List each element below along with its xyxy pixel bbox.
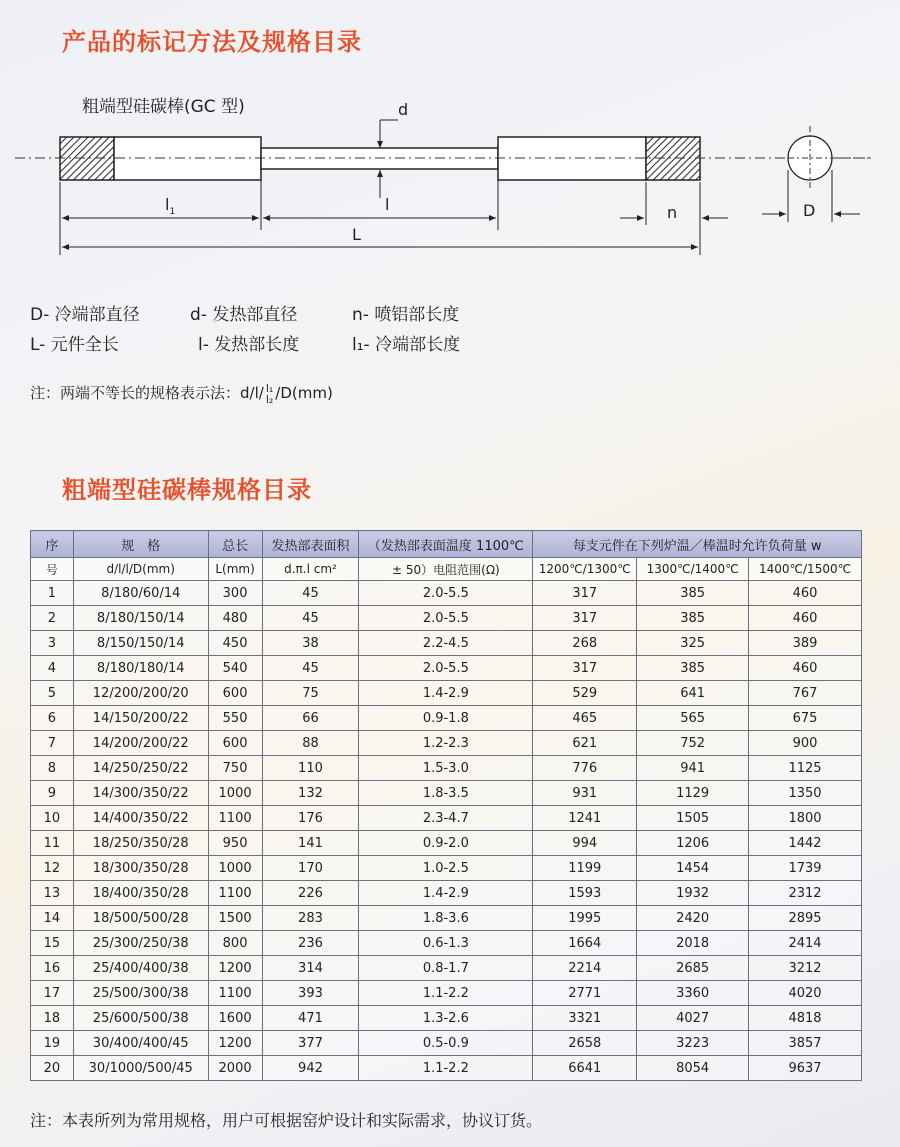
cell-load2: 641 xyxy=(637,681,749,706)
cell-load3: 1125 xyxy=(749,756,862,781)
cell-load3: 2414 xyxy=(749,931,862,956)
header-length: 总长 xyxy=(208,531,262,558)
cell-area: 377 xyxy=(262,1031,359,1056)
cell-area: 141 xyxy=(262,831,359,856)
cell-load3: 1800 xyxy=(749,806,862,831)
subheader-no: 号 xyxy=(31,558,74,581)
subheader-spec: d/l/l/D(mm) xyxy=(73,558,208,581)
cell-resistance: 1.1-2.2 xyxy=(359,981,533,1006)
cell-load3: 460 xyxy=(749,656,862,681)
cell-load1: 465 xyxy=(533,706,637,731)
cell-length: 2000 xyxy=(208,1056,262,1081)
legend-D: D- 冷端部直径 xyxy=(30,305,140,325)
cell-length: 1100 xyxy=(208,981,262,1006)
cell-no: 9 xyxy=(31,781,74,806)
cell-spec: 25/600/500/38 xyxy=(73,1006,208,1031)
cell-length: 750 xyxy=(208,756,262,781)
cell-load1: 317 xyxy=(533,581,637,606)
cell-spec: 18/300/350/28 xyxy=(73,856,208,881)
cell-resistance: 1.5-3.0 xyxy=(359,756,533,781)
cell-length: 1100 xyxy=(208,881,262,906)
cell-load3: 3212 xyxy=(749,956,862,981)
legend-d: d- 发热部直径 xyxy=(190,305,298,325)
cell-load3: 389 xyxy=(749,631,862,656)
cell-no: 5 xyxy=(31,681,74,706)
cell-load1: 931 xyxy=(533,781,637,806)
cell-load2: 8054 xyxy=(637,1056,749,1081)
label-L: L xyxy=(352,225,361,244)
cell-resistance: 2.0-5.5 xyxy=(359,656,533,681)
cell-load2: 1206 xyxy=(637,831,749,856)
cell-load3: 675 xyxy=(749,706,862,731)
subheader-length: L(mm) xyxy=(208,558,262,581)
cell-load3: 460 xyxy=(749,581,862,606)
cell-no: 1 xyxy=(31,581,74,606)
cell-load1: 621 xyxy=(533,731,637,756)
cell-load1: 317 xyxy=(533,656,637,681)
table-row xyxy=(31,631,862,656)
table-row xyxy=(31,731,862,756)
spec-table xyxy=(30,530,862,1081)
cell-load3: 1739 xyxy=(749,856,862,881)
cell-spec: 14/250/250/22 xyxy=(73,756,208,781)
cell-no: 14 xyxy=(31,906,74,931)
cell-load2: 1454 xyxy=(637,856,749,881)
cell-spec: 25/300/250/38 xyxy=(73,931,208,956)
cell-no: 11 xyxy=(31,831,74,856)
rod-diagram xyxy=(0,90,900,270)
cell-spec: 18/250/350/28 xyxy=(73,831,208,856)
table-row xyxy=(31,606,862,631)
cell-resistance: 0.9-2.0 xyxy=(359,831,533,856)
cell-load3: 2895 xyxy=(749,906,862,931)
subheader-area: d.π.l cm² xyxy=(262,558,359,581)
table-row xyxy=(31,756,862,781)
cell-no: 6 xyxy=(31,706,74,731)
cell-spec: 8/180/180/14 xyxy=(73,656,208,681)
cell-area: 471 xyxy=(262,1006,359,1031)
table-row xyxy=(31,1056,862,1081)
cell-length: 600 xyxy=(208,731,262,756)
cell-area: 75 xyxy=(262,681,359,706)
table-row xyxy=(31,956,862,981)
cell-load2: 2018 xyxy=(637,931,749,956)
cell-area: 45 xyxy=(262,581,359,606)
cell-load2: 385 xyxy=(637,581,749,606)
asymmetric-spec-note: 注：两端不等长的规格表示法：d/l/ l₁ l₂ /D(mm) xyxy=(30,381,333,406)
cell-load2: 4027 xyxy=(637,1006,749,1031)
cell-load1: 6641 xyxy=(533,1056,637,1081)
cell-length: 1200 xyxy=(208,1031,262,1056)
subheader-resistance: ± 50）电阻范围(Ω) xyxy=(359,558,533,581)
cell-resistance: 2.0-5.5 xyxy=(359,606,533,631)
table-row xyxy=(31,1031,862,1056)
header-load: 每支元件在下列炉温／棒温时允许负荷量 w xyxy=(533,531,862,558)
cell-area: 283 xyxy=(262,906,359,931)
cell-load2: 3223 xyxy=(637,1031,749,1056)
cell-length: 1000 xyxy=(208,781,262,806)
cell-resistance: 1.8-3.6 xyxy=(359,906,533,931)
cell-load1: 1241 xyxy=(533,806,637,831)
cell-spec: 18/400/350/28 xyxy=(73,881,208,906)
cell-spec: 14/300/350/22 xyxy=(73,781,208,806)
cell-no: 3 xyxy=(31,631,74,656)
cell-area: 236 xyxy=(262,931,359,956)
cell-load1: 1199 xyxy=(533,856,637,881)
cell-resistance: 1.1-2.2 xyxy=(359,1056,533,1081)
cell-load1: 994 xyxy=(533,831,637,856)
cell-spec: 14/200/200/22 xyxy=(73,731,208,756)
cell-length: 1200 xyxy=(208,956,262,981)
cell-load2: 2685 xyxy=(637,956,749,981)
table-row xyxy=(31,831,862,856)
label-n: n xyxy=(667,203,678,222)
cell-load1: 2658 xyxy=(533,1031,637,1056)
cell-load2: 1129 xyxy=(637,781,749,806)
cell-resistance: 1.2-2.3 xyxy=(359,731,533,756)
cell-no: 12 xyxy=(31,856,74,881)
table-row xyxy=(31,581,862,606)
cell-spec: 12/200/200/20 xyxy=(73,681,208,706)
cell-resistance: 0.8-1.7 xyxy=(359,956,533,981)
product-subtitle: 粗端型硅碳棒(GC 型) xyxy=(82,97,245,117)
cell-area: 45 xyxy=(262,656,359,681)
cell-spec: 8/180/60/14 xyxy=(73,581,208,606)
subheader-load1: 1200℃/1300℃ xyxy=(533,558,637,581)
cell-resistance: 1.8-3.5 xyxy=(359,781,533,806)
cell-area: 942 xyxy=(262,1056,359,1081)
cell-load2: 385 xyxy=(637,606,749,631)
legend-n: n- 喷铝部长度 xyxy=(352,305,460,325)
table-row xyxy=(31,656,862,681)
cell-no: 4 xyxy=(31,656,74,681)
cell-no: 16 xyxy=(31,956,74,981)
table-row xyxy=(31,906,862,931)
cell-load2: 941 xyxy=(637,756,749,781)
cell-load3: 2312 xyxy=(749,881,862,906)
cell-no: 8 xyxy=(31,756,74,781)
cell-resistance: 1.0-2.5 xyxy=(359,856,533,881)
cell-length: 1000 xyxy=(208,856,262,881)
cell-length: 950 xyxy=(208,831,262,856)
cell-no: 19 xyxy=(31,1031,74,1056)
cell-spec: 30/400/400/45 xyxy=(73,1031,208,1056)
cell-load1: 529 xyxy=(533,681,637,706)
cell-no: 15 xyxy=(31,931,74,956)
table-row xyxy=(31,981,862,1006)
cell-spec: 30/1000/500/45 xyxy=(73,1056,208,1081)
cell-load2: 752 xyxy=(637,731,749,756)
cell-load3: 3857 xyxy=(749,1031,862,1056)
section-title: 粗端型硅碳棒规格目录 xyxy=(62,476,312,504)
cell-length: 450 xyxy=(208,631,262,656)
header-area: 发热部表面积 xyxy=(262,531,359,558)
right-hatched-end xyxy=(646,137,700,180)
cell-length: 1600 xyxy=(208,1006,262,1031)
label-d: d xyxy=(398,100,409,119)
cell-load3: 460 xyxy=(749,606,862,631)
legend-l: l- 发热部长度 xyxy=(198,335,300,355)
cell-length: 550 xyxy=(208,706,262,731)
cell-load1: 317 xyxy=(533,606,637,631)
cell-length: 1500 xyxy=(208,906,262,931)
cell-no: 2 xyxy=(31,606,74,631)
cell-no: 7 xyxy=(31,731,74,756)
cell-load2: 565 xyxy=(637,706,749,731)
cell-length: 300 xyxy=(208,581,262,606)
table-row xyxy=(31,1006,862,1031)
cell-resistance: 0.5-0.9 xyxy=(359,1031,533,1056)
subheader-load2: 1300℃/1400℃ xyxy=(637,558,749,581)
subheader-load3: 1400℃/1500℃ xyxy=(749,558,862,581)
cell-area: 393 xyxy=(262,981,359,1006)
cell-load1: 2214 xyxy=(533,956,637,981)
cell-load2: 2420 xyxy=(637,906,749,931)
cell-no: 13 xyxy=(31,881,74,906)
cell-resistance: 2.3-4.7 xyxy=(359,806,533,831)
cell-load1: 268 xyxy=(533,631,637,656)
cell-load2: 325 xyxy=(637,631,749,656)
left-hatched-end xyxy=(60,137,114,180)
cell-load2: 385 xyxy=(637,656,749,681)
cell-length: 540 xyxy=(208,656,262,681)
cell-spec: 8/180/150/14 xyxy=(73,606,208,631)
cell-length: 800 xyxy=(208,931,262,956)
cell-no: 17 xyxy=(31,981,74,1006)
cell-load2: 1932 xyxy=(637,881,749,906)
cell-area: 170 xyxy=(262,856,359,881)
cell-length: 600 xyxy=(208,681,262,706)
label-D: D xyxy=(803,201,816,220)
cell-load1: 3321 xyxy=(533,1006,637,1031)
cell-no: 10 xyxy=(31,806,74,831)
cell-resistance: 2.2-4.5 xyxy=(359,631,533,656)
cell-spec: 14/150/200/22 xyxy=(73,706,208,731)
cell-spec: 8/150/150/14 xyxy=(73,631,208,656)
cell-load1: 776 xyxy=(533,756,637,781)
cell-resistance: 2.0-5.5 xyxy=(359,581,533,606)
cell-no: 20 xyxy=(31,1056,74,1081)
page-title: 产品的标记方法及规格目录 xyxy=(62,28,362,56)
cell-load1: 2771 xyxy=(533,981,637,1006)
cell-load3: 1442 xyxy=(749,831,862,856)
cell-area: 88 xyxy=(262,731,359,756)
cell-area: 176 xyxy=(262,806,359,831)
cell-spec: 18/500/500/28 xyxy=(73,906,208,931)
header-resistance: （发热部表面温度 1100℃ xyxy=(359,531,533,558)
cell-load3: 4818 xyxy=(749,1006,862,1031)
cell-load1: 1995 xyxy=(533,906,637,931)
cell-spec: 14/400/350/22 xyxy=(73,806,208,831)
cell-load2: 3360 xyxy=(637,981,749,1006)
cell-load3: 767 xyxy=(749,681,862,706)
table-row xyxy=(31,881,862,906)
cell-load3: 900 xyxy=(749,731,862,756)
cell-load1: 1664 xyxy=(533,931,637,956)
cell-load3: 4020 xyxy=(749,981,862,1006)
legend-l1: l₁- 冷端部长度 xyxy=(352,335,461,355)
cell-spec: 25/500/300/38 xyxy=(73,981,208,1006)
label-l1: $l_1$ xyxy=(165,195,176,217)
cell-no: 18 xyxy=(31,1006,74,1031)
cell-resistance: 1.3-2.6 xyxy=(359,1006,533,1031)
table-row xyxy=(31,781,862,806)
cell-area: 226 xyxy=(262,881,359,906)
cell-resistance: 1.4-2.9 xyxy=(359,881,533,906)
cell-area: 110 xyxy=(262,756,359,781)
legend-L: L- 元件全长 xyxy=(30,335,119,355)
cell-length: 480 xyxy=(208,606,262,631)
table-row xyxy=(31,706,862,731)
cell-load1: 1593 xyxy=(533,881,637,906)
table-row xyxy=(31,806,862,831)
cell-area: 314 xyxy=(262,956,359,981)
cell-spec: 25/400/400/38 xyxy=(73,956,208,981)
table-row xyxy=(31,931,862,956)
cell-resistance: 0.9-1.8 xyxy=(359,706,533,731)
cell-area: 132 xyxy=(262,781,359,806)
cell-resistance: 1.4-2.9 xyxy=(359,681,533,706)
cell-area: 38 xyxy=(262,631,359,656)
label-l: l xyxy=(385,195,390,214)
cell-area: 45 xyxy=(262,606,359,631)
header-no: 序 xyxy=(31,531,74,558)
cell-area: 66 xyxy=(262,706,359,731)
table-row xyxy=(31,681,862,706)
cell-resistance: 0.6-1.3 xyxy=(359,931,533,956)
cell-load2: 1505 xyxy=(637,806,749,831)
footer-note: 注：本表所列为常用规格，用户可根据窑炉设计和实际需求，协议订货。 xyxy=(30,1111,543,1130)
header-spec: 规 格 xyxy=(73,531,208,558)
table-row xyxy=(31,856,862,881)
cell-load3: 9637 xyxy=(749,1056,862,1081)
cell-load3: 1350 xyxy=(749,781,862,806)
cell-length: 1100 xyxy=(208,806,262,831)
